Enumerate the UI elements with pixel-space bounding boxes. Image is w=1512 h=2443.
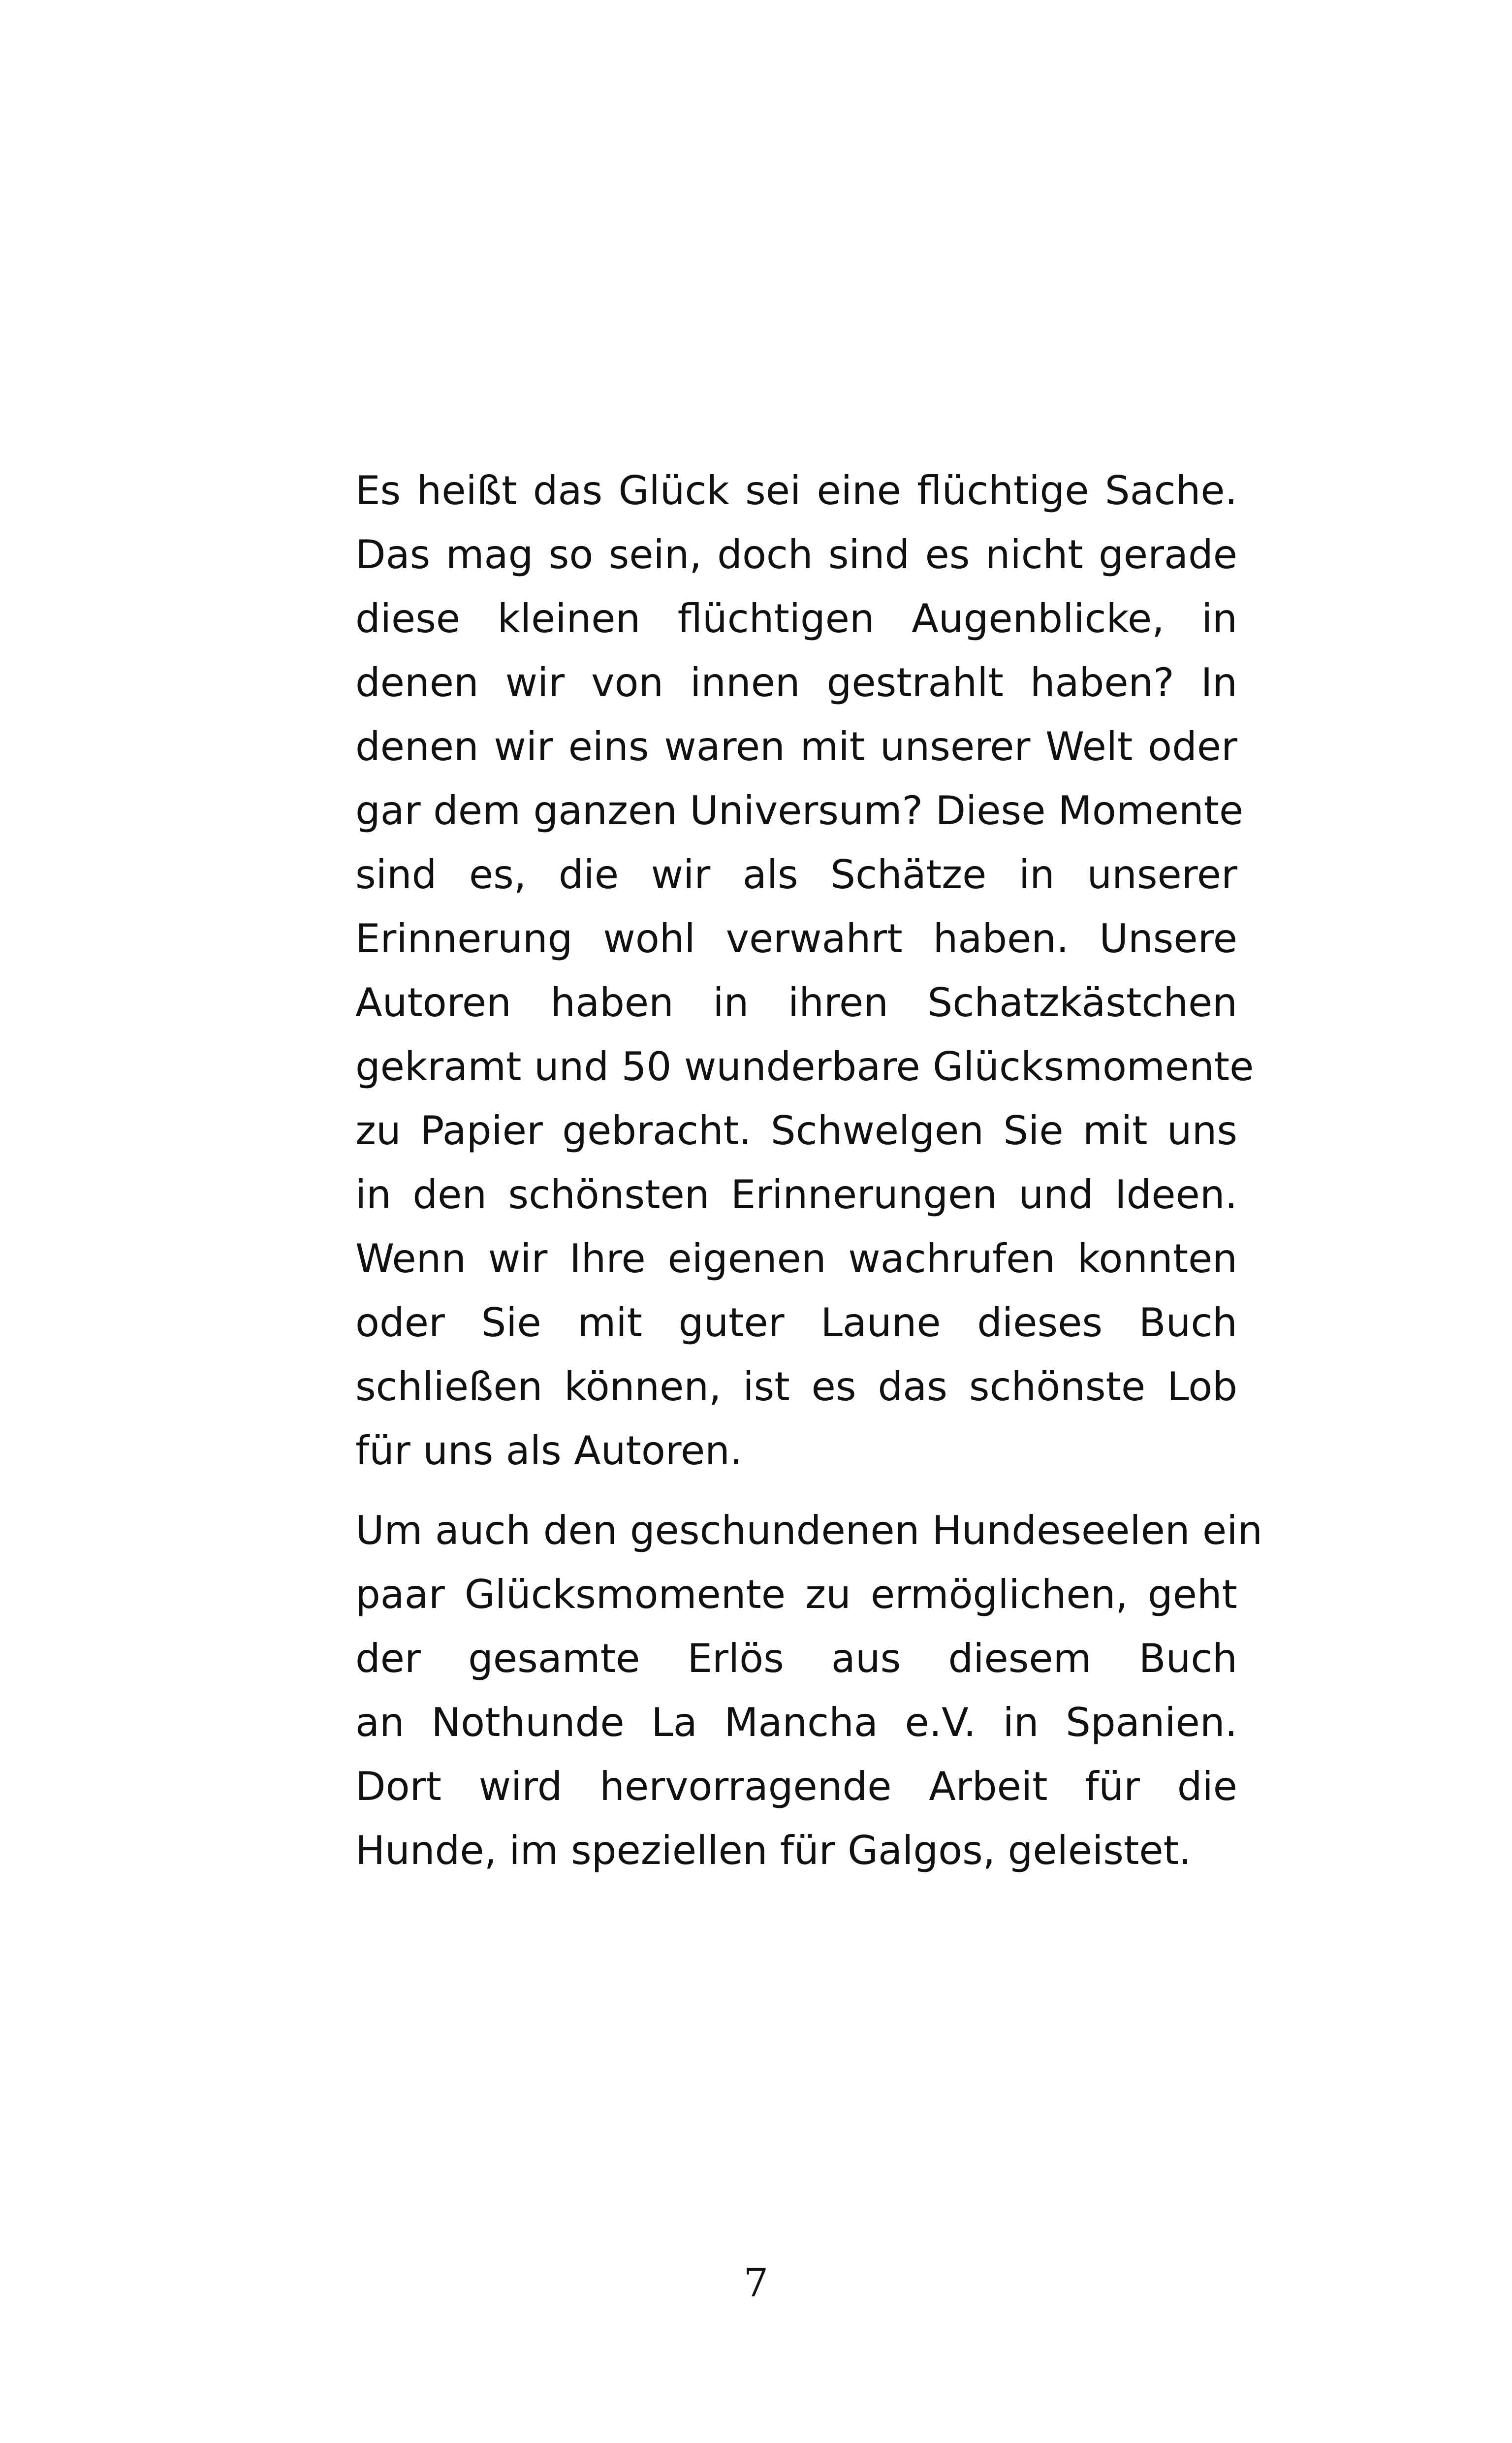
text-line: denen wir von innen gestrahlt haben? In	[355, 660, 1237, 706]
text-line: sind es, die wir als Schätze in unserer	[355, 852, 1237, 898]
text-line: diese kleinen flüchtigen Augenblicke, in	[355, 596, 1237, 642]
text-line: Das mag so sein, doch sind es nicht gerade	[355, 532, 1237, 578]
paragraph-donation	[355, 1499, 1263, 1883]
text-line: für uns als Autoren.	[355, 1428, 743, 1474]
text-line: an Nothunde La Mancha e.V. in Spanien.	[355, 1700, 1237, 1745]
text-line: schließen können, ist es das schönste Lob	[355, 1364, 1237, 1410]
text-line: Um auch den geschundenen Hundeseelen ein	[355, 1508, 1263, 1553]
text-line: paar Glücksmomente zu ermöglichen, geht	[355, 1572, 1237, 1617]
text-line: gar dem ganzen Universum? Diese Momente	[355, 788, 1244, 834]
text-line: Erinnerung wohl verwahrt haben. Unsere	[355, 916, 1237, 962]
text-line: oder Sie mit guter Laune dieses Buch	[355, 1300, 1237, 1346]
text-line: zu Papier gebracht. Schwelgen Sie mit uns	[355, 1108, 1237, 1154]
body-text	[355, 459, 1263, 1883]
text-line: denen wir eins waren mit unserer Welt oder	[355, 724, 1237, 770]
paragraph-foreword	[355, 459, 1254, 1483]
text-line: Autoren haben in ihren Schatzkästchen	[355, 980, 1237, 1026]
text-line: Dort wird hervorragende Arbeit für die	[355, 1764, 1237, 1809]
text-line: Es heißt das Glück sei eine flüchtige Sache.	[355, 468, 1237, 514]
text-line: der gesamte Erlös aus diesem Buch	[355, 1636, 1237, 1681]
text-line: gekramt und 50 wunderbare Glücksmomente	[355, 1044, 1254, 1090]
text-line: in den schönsten Erinnerungen und Ideen.	[355, 1172, 1237, 1218]
text-line: Wenn wir Ihre eigenen wachrufen konnten	[355, 1236, 1237, 1282]
page-number: 7	[743, 2260, 769, 2306]
text-line: Hunde, im speziellen für Galgos, geleistet.	[355, 1828, 1192, 1873]
